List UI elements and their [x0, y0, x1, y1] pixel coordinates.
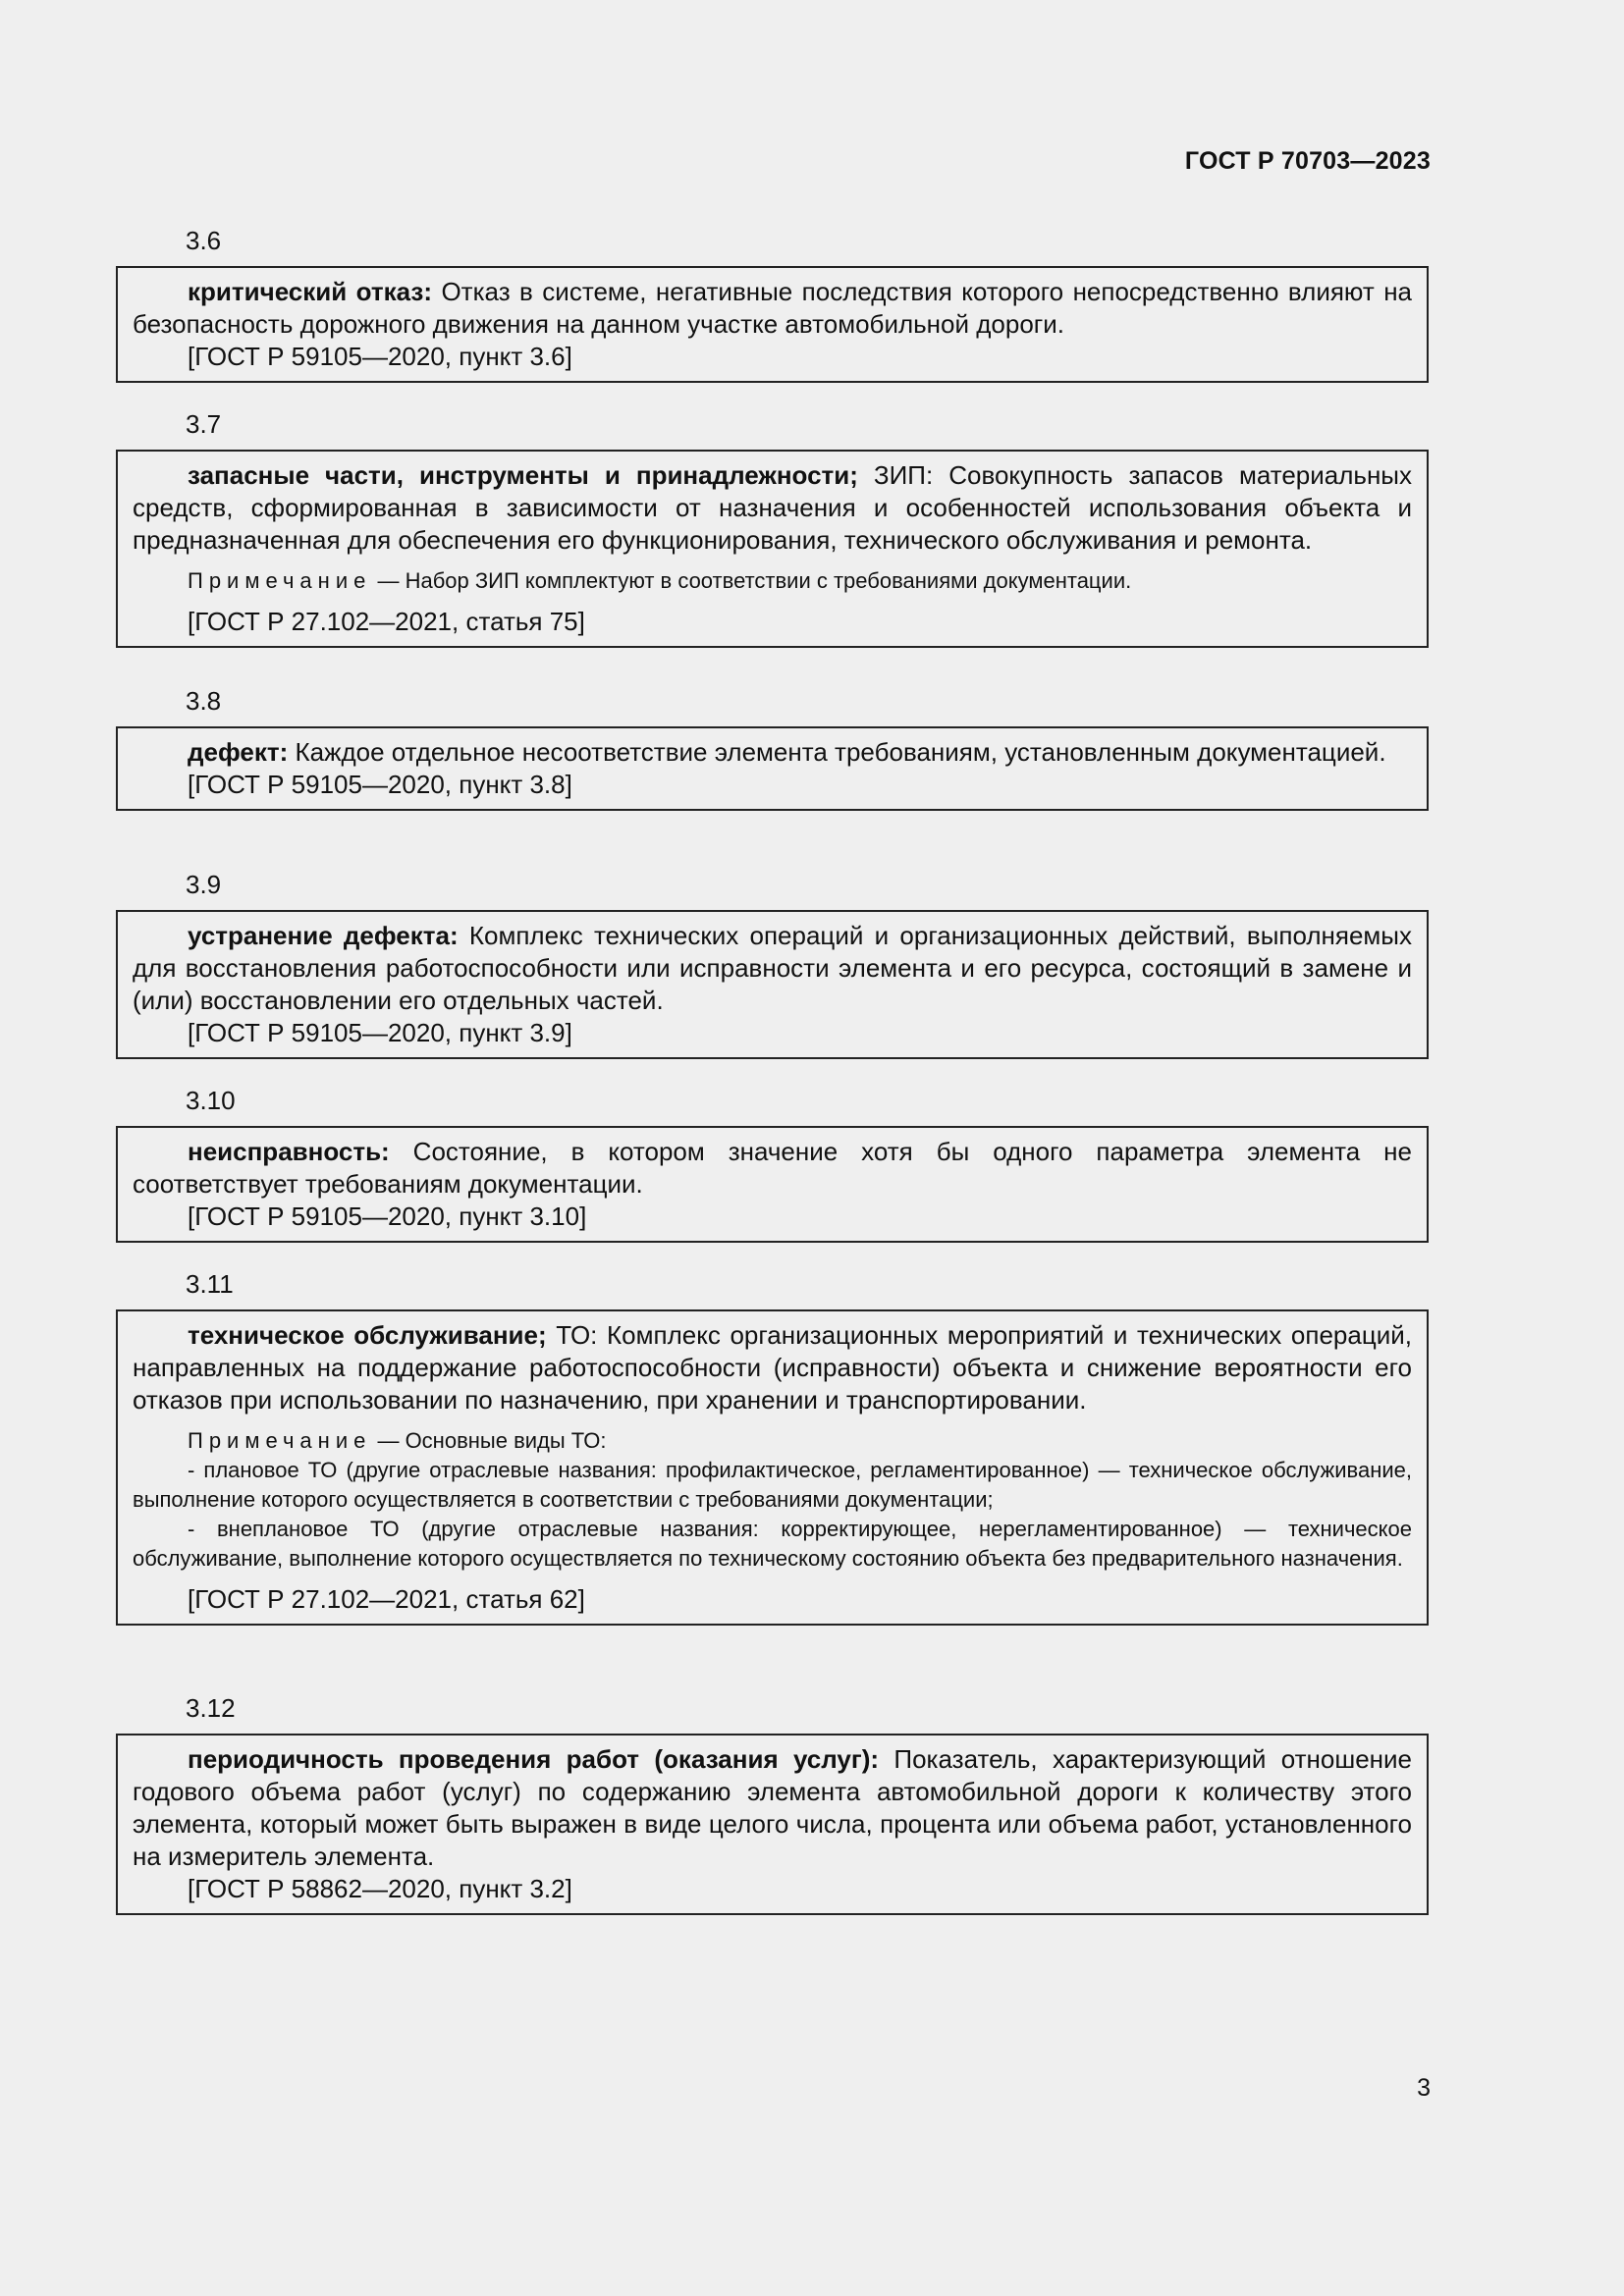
- term-definition: [133, 1136, 1412, 1201]
- term-source: [ГОСТ Р 59105—2020, пункт 3.8]: [188, 770, 572, 799]
- term-source: [ГОСТ Р 27.102—2021, статья 75]: [188, 607, 585, 636]
- definition-text: Отказ в системе, негативные последствия которого непосредственно влияют на безопасность дорожного движения на данном участке автомобильной дороги.: [133, 277, 1413, 339]
- term-box: [116, 726, 1429, 811]
- term-box: [116, 910, 1429, 1059]
- note-label: Примечание: [188, 568, 372, 593]
- term-name: неисправность:: [188, 1137, 390, 1166]
- term-number: 3.11: [186, 1269, 234, 1299]
- term-definition: [133, 736, 1412, 769]
- document-id: ГОСТ Р 70703—2023: [1184, 147, 1431, 175]
- term-entry-3-9: [116, 870, 1429, 1059]
- note: [133, 566, 1412, 596]
- term-source: [ГОСТ Р 59105—2020, пункт 3.9]: [188, 1018, 572, 1047]
- term-definition: [133, 1743, 1412, 1873]
- term-box: [116, 450, 1429, 648]
- term-name: устранение дефекта:: [188, 921, 459, 950]
- term-name: запасные части, инструменты и принадлежности;: [188, 460, 858, 490]
- page-number: 3: [1417, 2074, 1431, 2102]
- definition-text: Показатель, характеризующий отношение годового объема работ (услуг) по содержанию элемента автомобильной дороги к количеству этого элемента, который может быть выражен в виде целого числа, процента или объема работ, установленного на измеритель элемента.: [133, 1744, 1412, 1871]
- term-definition: [133, 1319, 1412, 1416]
- term-entry-3-10: [116, 1086, 1429, 1243]
- note-list-item: - внеплановое ТО (другие отраслевые названия: корректирующее, нерегламентированное) — техническое обслуживание, выполнение которого осуществляется по техническому состоянию объекта без предварительного назначения.: [133, 1517, 1412, 1571]
- term-number: 3.10: [186, 1086, 236, 1115]
- term-box: [116, 1309, 1429, 1626]
- term-name: периодичность проведения работ (оказания услуг):: [188, 1744, 880, 1774]
- term-number: 3.7: [186, 409, 222, 439]
- term-entry-3-12: [116, 1693, 1429, 1915]
- note-text: — Набор ЗИП комплектуют в соответствии с требованиями документации.: [371, 568, 1132, 593]
- definition-text: Комплекс технических операций и организационных действий, выполняемых для восстановления работоспособности или исправности элемента и его ресурса, состоящий в замене и (или) восстановлении его отдельных частей.: [133, 921, 1412, 1015]
- definition-text: Состояние, в котором значение хотя бы одного параметра элемента не соответствует требованиям документации.: [133, 1137, 1412, 1199]
- term-name: дефект:: [188, 737, 289, 767]
- term-name: техническое обслуживание;: [188, 1320, 547, 1350]
- term-definition: [133, 920, 1412, 1017]
- term-entry-3-8: [116, 686, 1429, 811]
- note: [133, 1426, 1412, 1456]
- term-number: 3.6: [186, 226, 222, 255]
- note-text: — Основные виды ТО:: [371, 1428, 607, 1453]
- term-definition: [133, 276, 1412, 341]
- definition-text: Каждое отдельное несоответствие элемента требованиям, установленным документацией.: [288, 737, 1386, 767]
- term-definition: [133, 459, 1412, 557]
- term-entry-3-6: [116, 226, 1429, 383]
- definition-text: ТО: Комплекс организационных мероприятий и технических операций, направленных на поддержание работоспособности (исправности) объекта и снижение вероятности его отказов при использовании по назначению, при хранении и транспортировании.: [133, 1320, 1412, 1415]
- term-source: [ГОСТ Р 59105—2020, пункт 3.10]: [188, 1201, 587, 1231]
- term-name: критический отказ:: [188, 277, 433, 306]
- term-number: 3.9: [186, 870, 222, 899]
- term-number: 3.8: [186, 686, 222, 716]
- term-source: [ГОСТ Р 59105—2020, пункт 3.6]: [188, 342, 572, 371]
- term-entry-3-11: [116, 1269, 1429, 1626]
- term-number: 3.12: [186, 1693, 236, 1723]
- definition-text: ЗИП: Совокупность запасов материальных средств, сформированная в зависимости от назначения и особенностей использования объекта и предназначенная для обеспечения его функционирования, технического обслуживания и ремонта.: [133, 460, 1412, 555]
- term-box: [116, 1126, 1429, 1243]
- term-source: [ГОСТ Р 27.102—2021, статья 62]: [188, 1584, 585, 1614]
- term-entry-3-7: [116, 409, 1429, 648]
- term-box: [116, 1734, 1429, 1915]
- note-list-item: - плановое ТО (другие отраслевые названия: профилактическое, регламентированное) — техническое обслуживание, выполнение которого осуществляется в соответствии с требованиями документации;: [133, 1458, 1412, 1512]
- term-source: [ГОСТ Р 58862—2020, пункт 3.2]: [188, 1874, 572, 1903]
- note-label: Примечание: [188, 1428, 372, 1453]
- term-box: [116, 266, 1429, 383]
